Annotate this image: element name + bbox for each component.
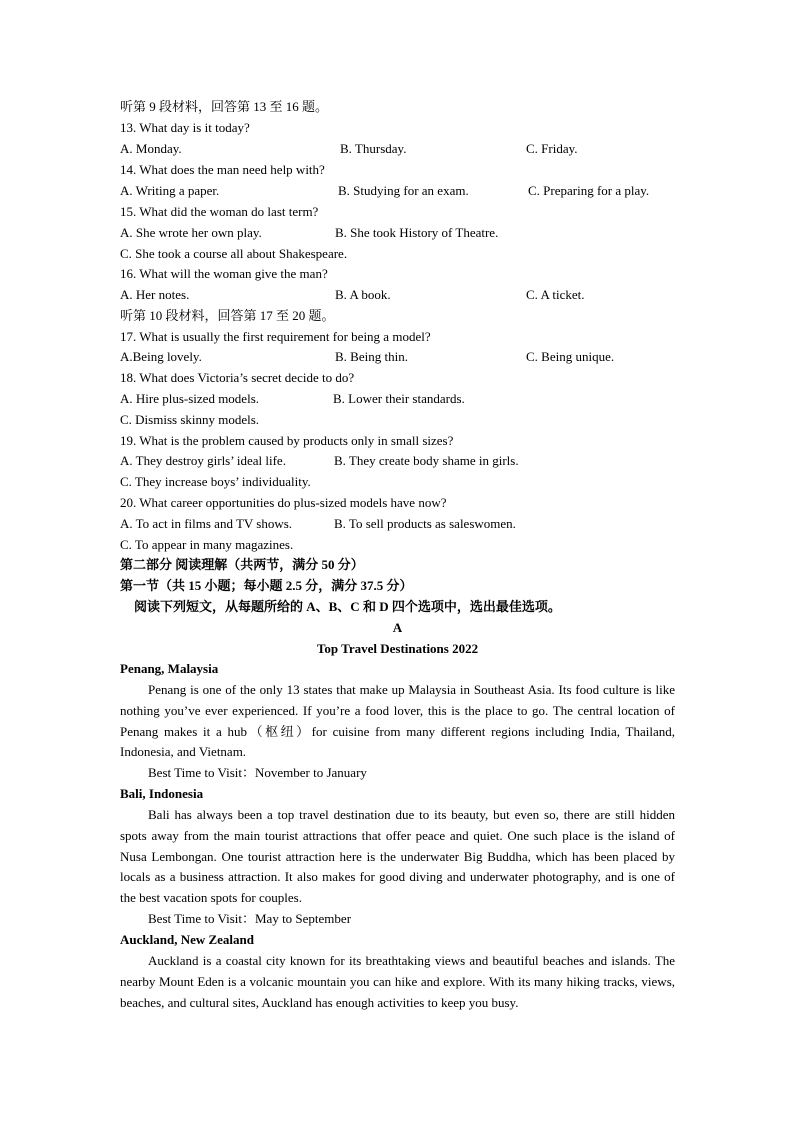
- penang-paragraph: Penang is one of the only 13 states that make up Malaysia in Southeast Asia. Its food culture is like nothing you’ve ever experienced. If you’re a food lover, this is the place to go. The central location of Penang makes it a hub（枢纽）for cuisine from many different regions including India, Thailand, Indonesia, and Vietnam.: [120, 682, 675, 760]
- option-a: A. Her notes.: [120, 287, 190, 302]
- passage-letter: A: [392, 620, 403, 635]
- question-14-stem: 14. What does the man need help with?: [120, 162, 325, 177]
- section-10-intro: 听第 10 段材料，回答第 17 至 20 题。: [120, 308, 335, 323]
- question-18-stem: 18. What does Victoria’s secret decide to do?: [120, 370, 355, 385]
- bali-paragraph: Bali has always been a top travel destination due to its beauty, but even so, there are still hidden spots away from the main tourist attractions that offer peace and quiet. One such place is the island of Nusa Lembongan. One tourist attraction here is the underwater Big Buddha, which has been placed by locals as a business attraction. It also makes for good diving and underwater photography, and is one of the best vacation spots for couples.: [120, 807, 675, 906]
- option-b: B. Being thin.: [335, 349, 408, 364]
- question-19-stem: 19. What is the problem caused by products only in small sizes?: [120, 433, 454, 448]
- option-c: C. Preparing for a play.: [528, 183, 650, 198]
- question-19-option-c: C. They increase boys’ individuality.: [120, 474, 311, 489]
- option-a: A. Monday.: [120, 141, 182, 156]
- option-a: A. Hire plus-sized models.: [120, 391, 260, 406]
- penang-best-time: Best Time to Visit：November to January: [148, 765, 367, 780]
- option-a: A. Writing a paper.: [120, 183, 220, 198]
- section-1-title: 第一节（共 15 小题；每小题 2.5 分，满分 37.5 分）: [120, 578, 413, 593]
- option-a: A. To act in films and TV shows.: [120, 516, 293, 531]
- part-2-title: 第二部分 阅读理解（共两节，满分 50 分）: [120, 557, 364, 572]
- question-20-stem: 20. What career opportunities do plus-sized models have now?: [120, 495, 447, 510]
- auckland-paragraph: Auckland is a coastal city known for its breathtaking views and beautiful beaches and islands. The nearby Mount Eden is a volcanic mountain you can hike and explore. With its many hiking tracks, views, beaches, and cultural sites, Auckland has enough activities to keep you busy.: [120, 953, 675, 1010]
- question-18-option-c: C. Dismiss skinny models.: [120, 412, 260, 427]
- option-b: B. Thursday.: [340, 141, 407, 156]
- option-a: A. They destroy girls’ ideal life.: [120, 453, 286, 468]
- question-20-option-c: C. To appear in many magazines.: [120, 537, 294, 552]
- penang-heading: Penang, Malaysia: [120, 661, 219, 676]
- passage-title: Top Travel Destinations 2022: [316, 641, 479, 656]
- option-b: B. A book.: [335, 287, 391, 302]
- auckland-heading: Auckland, New Zealand: [120, 932, 254, 947]
- option-c: C. Friday.: [526, 141, 578, 156]
- option-b: B. To sell products as saleswomen.: [334, 516, 516, 531]
- bali-best-time: Best Time to Visit：May to September: [148, 911, 352, 926]
- section-9-intro: 听第 9 段材料，回答第 13 至 16 题。: [120, 99, 329, 114]
- question-16-stem: 16. What will the woman give the man?: [120, 266, 328, 281]
- option-a: A. She wrote her own play.: [120, 225, 262, 240]
- question-17-stem: 17. What is usually the first requirement for being a model?: [120, 329, 431, 344]
- option-c: C. Being unique.: [526, 349, 615, 364]
- reading-instructions: 阅读下列短文，从每题所给的 A、B、C 和 D 四个选项中，选出最佳选项。: [134, 599, 561, 614]
- option-b: B. Studying for an exam.: [338, 183, 469, 198]
- option-b: B. They create body shame in girls.: [334, 453, 519, 468]
- question-15-stem: 15. What did the woman do last term?: [120, 204, 319, 219]
- option-b: B. Lower their standards.: [333, 391, 465, 406]
- option-c: C. A ticket.: [526, 287, 585, 302]
- question-15-option-c: C. She took a course all about Shakespeare.: [120, 246, 348, 261]
- option-b: B. She took History of Theatre.: [335, 225, 499, 240]
- question-13-stem: 13. What day is it today?: [120, 120, 250, 135]
- option-a: A.Being lovely.: [120, 349, 202, 364]
- bali-heading: Bali, Indonesia: [120, 786, 204, 801]
